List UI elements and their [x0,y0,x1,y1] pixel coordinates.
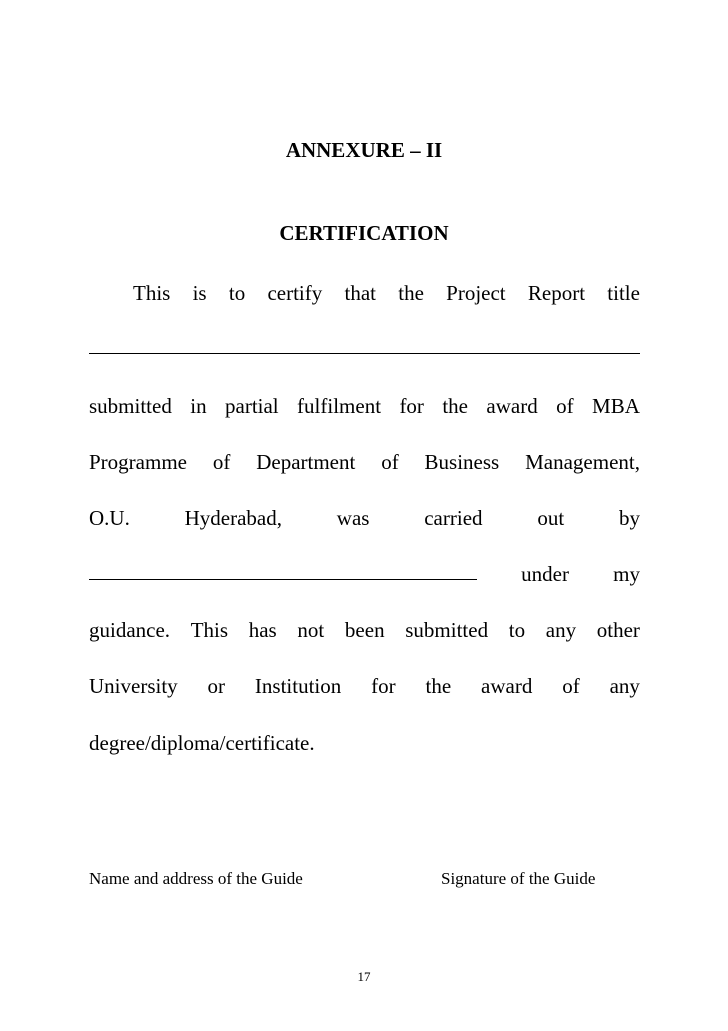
word: has [248,618,277,642]
body-line-9 [89,730,640,756]
word: under [521,562,569,586]
word: Institution [254,674,342,698]
word: O.U. [89,506,130,530]
word: Programme [89,450,187,474]
word: by [618,506,640,530]
word: any [545,618,577,642]
word: for [371,674,396,698]
word: been [344,618,385,642]
word: of [381,450,399,474]
project-title-blank-line [89,334,640,360]
word: Project [446,281,506,305]
word: of [556,394,574,418]
certification-heading-text: CERTIFICATION [279,221,449,245]
annexure-heading-text: ANNEXURE – II [285,138,443,162]
word: award [481,674,533,698]
certification-heading [0,221,728,246]
word: Department [256,450,356,474]
word: guidance. [89,618,171,642]
guide-signature-label: Signature of the Guide [441,869,596,888]
word: of [212,450,231,474]
word: to [228,281,246,305]
body-line-6 [89,561,640,587]
word: University [89,674,178,698]
word: that [344,281,376,305]
word: fulfilment [297,394,382,418]
word: not [297,618,325,642]
word: for [399,394,424,418]
word: any [609,674,640,698]
word: Management, [525,450,640,474]
word: my [613,562,640,586]
body-line-5 [89,505,640,531]
word: other [596,618,640,642]
page-number: 17 [357,969,371,984]
word: out [537,506,565,530]
word: carried [424,506,483,530]
word: certify [267,281,323,305]
word: the [398,281,424,305]
word: This [133,281,171,305]
word: the [442,394,468,418]
word: partial [225,394,279,418]
word: degree/diploma/certificate. [89,731,315,755]
word: Business [424,450,500,474]
word: or [207,674,226,698]
body-line-4 [89,449,640,475]
word: award [486,394,538,418]
body-line-8 [89,673,640,699]
body-line-7 [89,617,640,643]
project-title-blank [89,335,640,354]
guide-name-label: Name and address of the Guide [89,869,303,888]
word: in [190,394,207,418]
word: the [425,674,452,698]
word: This [190,618,229,642]
body-line-3 [89,393,640,419]
word: Report [527,281,586,305]
word: to [508,618,526,642]
word: MBA [592,394,640,418]
word: title [607,281,640,305]
word: is [192,281,207,305]
student-name-blank [89,561,477,580]
annexure-heading [0,138,728,163]
body-line-1 [133,280,640,306]
word: submitted [89,394,172,418]
word: Hyderabad, [184,506,282,530]
word: was [336,506,370,530]
word: of [562,674,580,698]
word: submitted [405,618,489,642]
